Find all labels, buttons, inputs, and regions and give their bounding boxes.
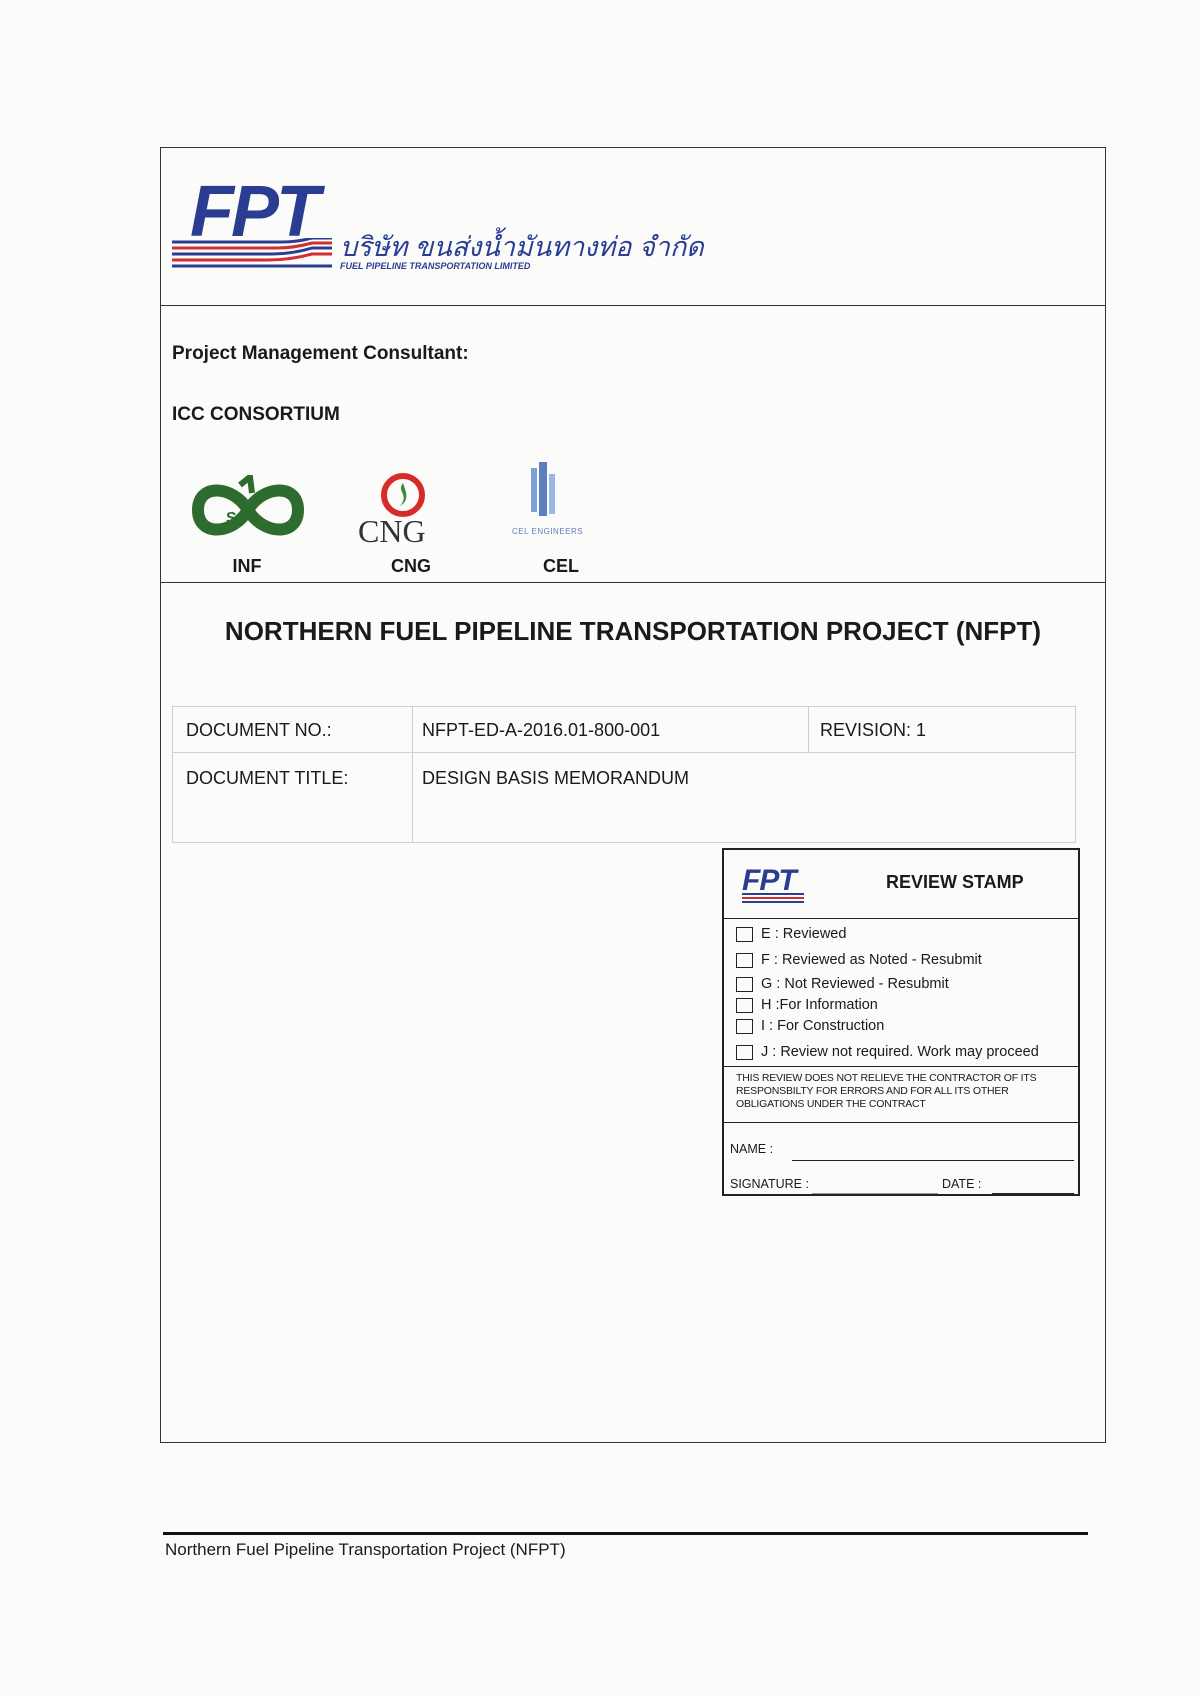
date-line[interactable]	[992, 1193, 1074, 1194]
consortium-name: ICC CONSORTIUM	[172, 404, 340, 425]
project-title: NORTHERN FUEL PIPELINE TRANSPORTATION PROJECT (NFPT)	[224, 616, 1042, 646]
fpt-logo-stripes	[172, 238, 332, 268]
stamp-heading: REVIEW STAMP	[886, 872, 1024, 892]
svg-text:S: S	[226, 510, 237, 527]
stamp-option-g[interactable]: G : Not Reviewed - Resubmit	[736, 976, 949, 992]
signature-line[interactable]	[812, 1193, 938, 1194]
name-line[interactable]	[792, 1160, 1074, 1161]
checkbox[interactable]	[736, 977, 753, 992]
checkbox[interactable]	[736, 953, 753, 968]
infinity-s-logo-icon	[188, 475, 308, 545]
consultant-label: Project Management Consultant:	[172, 343, 469, 364]
checkbox[interactable]	[736, 998, 753, 1013]
signature-label: SIGNATURE :	[730, 1177, 809, 1191]
document-info-table	[172, 706, 1076, 843]
review-stamp	[722, 848, 1080, 1196]
document-no-value: NFPT-ED-A-2016.01-800-001	[422, 720, 661, 740]
stamp-option-e[interactable]: E : Reviewed	[736, 926, 846, 942]
stamp-option-i[interactable]: I : For Construction	[736, 1018, 884, 1034]
stamp-option-f[interactable]: F : Reviewed as Noted - Resubmit	[736, 952, 982, 968]
cel-logo-text: CEL ENGINEERS	[512, 527, 584, 536]
checkbox[interactable]	[736, 1045, 753, 1060]
footer-text: Northern Fuel Pipeline Transportation Project (NFPT)	[165, 1540, 566, 1559]
footer-rule	[163, 1532, 1088, 1535]
company-english-name: FUEL PIPELINE TRANSPORTATION LIMITED	[340, 261, 531, 271]
stamp-option-j[interactable]: J : Review not required. Work may proceed	[736, 1044, 1039, 1060]
cng-caption: CNG	[391, 556, 431, 576]
stamp-option-h[interactable]: H :For Information	[736, 997, 878, 1013]
checkbox[interactable]	[736, 1019, 753, 1034]
cng-logo-text: CNG	[358, 513, 426, 549]
checkbox[interactable]	[736, 927, 753, 942]
inf-caption: INF	[232, 556, 262, 576]
stamp-fpt-logo-text: FPT	[742, 864, 796, 897]
document-no-label: DOCUMENT NO.:	[186, 720, 332, 740]
stamp-disclaimer: THIS REVIEW DOES NOT RELIEVE THE CONTRACTOR OF ITS RESPONSBILTY FOR ERRORS AND FOR ALL ITS OTHER OBLIGATIONS UNDER THE CONTRACT	[736, 1072, 1037, 1110]
date-label: DATE :	[942, 1177, 982, 1191]
company-thai-name: บริษัท ขนส่งน้ำมันทางท่อ จำกัด	[340, 232, 704, 262]
name-label: NAME :	[730, 1142, 774, 1156]
cel-building-logo-icon	[525, 460, 565, 518]
revision-label: REVISION: 1	[820, 720, 927, 740]
cel-caption: CEL	[543, 556, 579, 576]
fpt-logo-text: FPT	[190, 172, 317, 252]
divider	[160, 582, 1106, 583]
document-title-label: DOCUMENT TITLE:	[186, 768, 349, 788]
stamp-fpt-stripes	[742, 892, 804, 906]
document-title-value: DESIGN BASIS MEMORANDUM	[422, 768, 690, 788]
divider	[160, 305, 1106, 306]
